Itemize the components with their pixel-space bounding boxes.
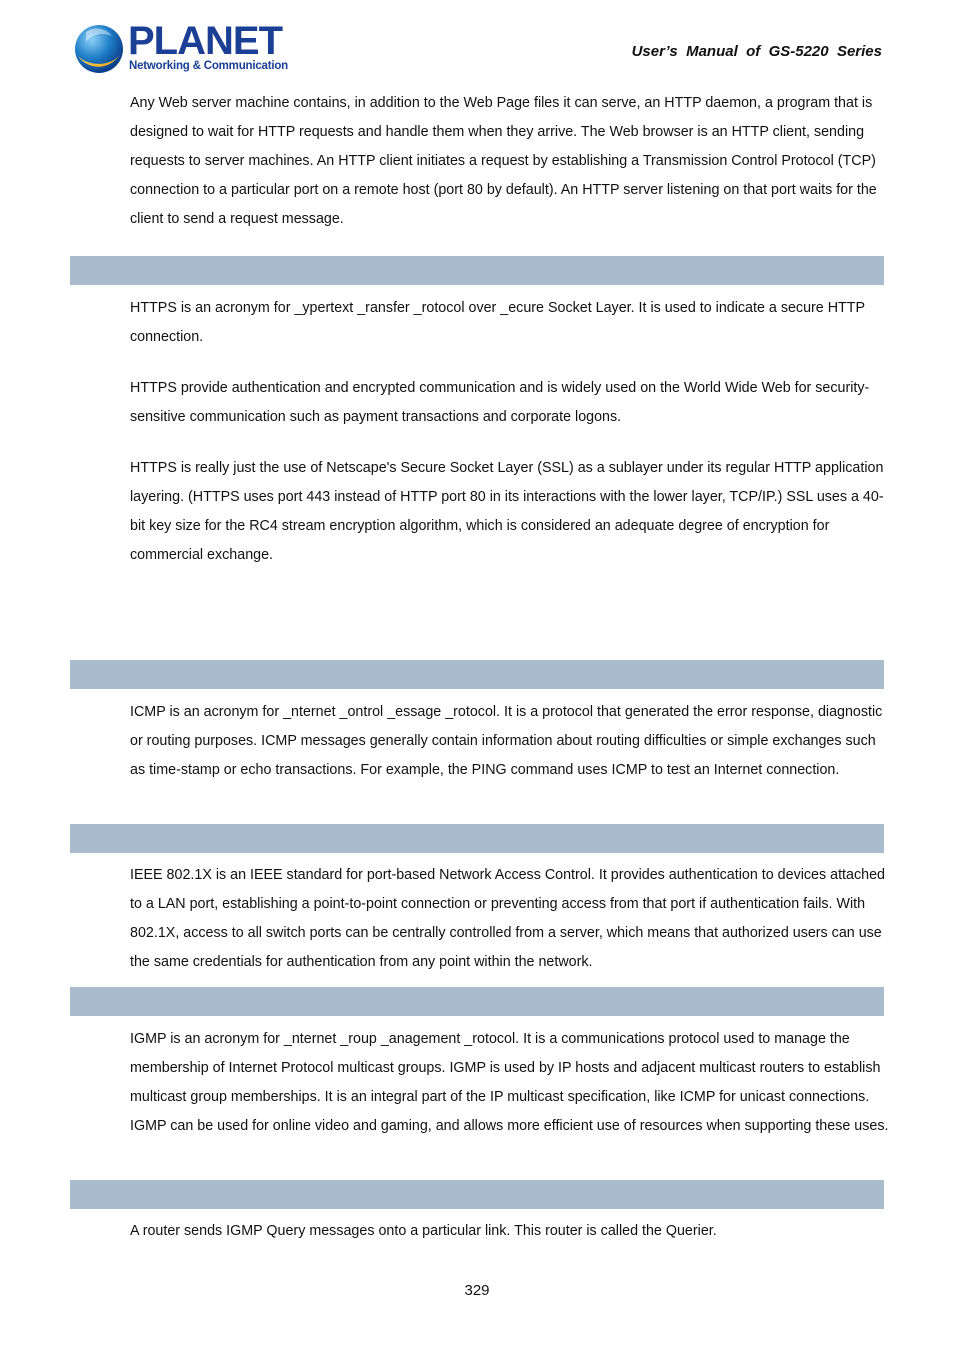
igmp-querier-paragraph: A router sends IGMP Query messages onto a particular link. This router is called the Querier. — [130, 1223, 717, 1239]
page-number: 329 — [464, 1282, 490, 1299]
globe-icon — [72, 22, 126, 76]
https-paragraph-3: HTTPS is really just the use of Netscape's Secure Socket Layer (SSL) as a sublayer under its regular HTTP application layering. (HTTPS uses port 443 instead of HTTP port 80 in its interactions with the lower layer, TCP/IP.) SSL uses a 40-bit key size for the RC4 stream encryption algorithm, which is considered an adequate degree of encryption for commercial exchange. — [130, 460, 884, 563]
section-bar-igmp-querier — [70, 1180, 884, 1209]
manual-title: User’s Manual of GS-5220 Series — [631, 43, 882, 60]
https-paragraph-1: HTTPS is an acronym for _ypertext _ransfer _rotocol over _ecure Socket Layer. It is used to indicate a secure HTTP connection. — [130, 300, 865, 345]
planet-logo — [72, 19, 289, 78]
section-bar-igmp — [70, 987, 884, 1016]
section-bar-https — [70, 256, 884, 285]
https-paragraph-2: HTTPS provide authentication and encrypted communication and is widely used on the World Wide Web for security-sensitive communication such as payment transactions and corporate logons. — [130, 380, 870, 425]
brand-name: PLANET — [128, 19, 282, 63]
igmp-paragraph: IGMP is an acronym for _nternet _roup _anagement _rotocol. It is a communications protocol used to manage the membership of Internet Protocol multicast groups. IGMP is used by IP hosts and adjacent multicast routers to establish multicast group memberships. It is an integral part of the IP multicast specification, like ICMP for unicast connections. IGMP can be used for online video and gaming, and allows more efficient use of resources when supporting these uses. — [130, 1031, 889, 1134]
section-bar-ieee8021x — [70, 824, 884, 853]
icmp-paragraph: ICMP is an acronym for _nternet _ontrol _essage _rotocol. It is a protocol that generated the error response, diagnostic or routing purposes. ICMP messages generally contain information about routing difficulties or simple exchanges such as time-stamp or echo transactions. For example, the PING command uses ICMP to test an Internet connection. — [130, 704, 883, 778]
brand-tagline: Networking & Communication — [129, 60, 289, 72]
http-paragraph: Any Web server machine contains, in addition to the Web Page files it can serve, an HTTP daemon, a program that is designed to wait for HTTP requests and handle them when they arrive. The Web browser is an HTTP client, sending requests to server machines. An HTTP client initiates a request by establishing a Transmission Control Protocol (TCP) connection to a particular port on a remote host (port 80 by default). An HTTP server listening on that port waits for the client to send a request message. — [130, 95, 877, 227]
ieee8021x-paragraph: IEEE 802.1X is an IEEE standard for port-based Network Access Control. It provides authentication to devices attached to a LAN port, establishing a point-to-point connection or preventing access from that port if authentication fails. With 802.1X, access to all switch ports can be centrally controlled from a server, which means that authorized users can use the same credentials for authentication from any point within the network. — [130, 867, 885, 970]
section-bar-icmp — [70, 660, 884, 689]
